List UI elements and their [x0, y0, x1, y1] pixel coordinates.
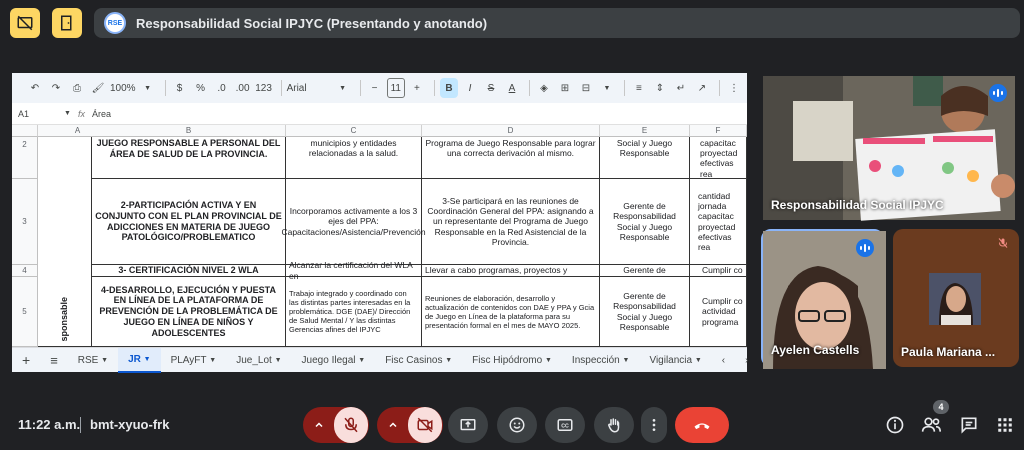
meeting-details-button[interactable]: [885, 415, 905, 440]
table-cell[interactable]: municipios y entidades relacionadas a la salud.: [286, 137, 422, 179]
participant-name: Responsabilidad Social IPJYC: [771, 198, 944, 212]
mic-off-icon: [997, 237, 1009, 252]
sheet-tab-inspeccion[interactable]: [562, 348, 640, 373]
font-size-input[interactable]: 11: [387, 78, 405, 98]
table-cell[interactable]: 4-DESARROLLO, EJECUCIÓN Y PUESTA EN LÍNEA DE LA PLATAFORMA DE PREVENCIÓN DE LA PROBLEMÁTICA DE JUEGO EN LÍNEA DE NIÑOS Y ADOLESCENTES: [92, 277, 286, 347]
redo-icon[interactable]: ↷: [51, 82, 61, 94]
table-cell[interactable]: capacitac proyectad efectivas rea: [690, 137, 747, 179]
chevron-up-icon: [387, 419, 399, 431]
table-cell[interactable]: Gerente de Responsabilidad Social y Juego Responsable: [600, 179, 690, 265]
hand-icon: [605, 416, 623, 434]
stop-presenting-button[interactable]: [10, 8, 40, 38]
row-header[interactable]: 3: [12, 179, 38, 265]
info-icon: [885, 415, 905, 435]
font-size-increase[interactable]: +: [414, 82, 420, 94]
table-cell[interactable]: Llevar a cabo programas, proyectos y: [422, 265, 600, 277]
percent-button[interactable]: %: [196, 82, 206, 94]
add-sheet-icon[interactable]: +: [22, 352, 31, 368]
participant-name: Paula Mariana ...: [901, 345, 996, 359]
tab-label: Jue_Lot: [236, 354, 272, 366]
emoji-icon: [508, 416, 526, 434]
meeting-title: Responsabilidad Social IPJYC (Presentando y anotando): [136, 15, 488, 31]
apps-grid-icon: [996, 416, 1014, 434]
text-color-button[interactable]: A: [508, 82, 516, 94]
sheet-tabs-bar: [12, 347, 747, 372]
corner-cell[interactable]: [12, 125, 38, 137]
table-cell[interactable]: Incorporamos activamente a los 3 ejes del PPA: Capacitaciones/Asistencia/Prevención: [286, 179, 422, 265]
sheet-tab-rse[interactable]: [68, 348, 118, 373]
bold-button[interactable]: B: [440, 78, 458, 98]
tab-label: Inspección: [571, 354, 620, 366]
more-options-icon[interactable]: ⋮: [728, 82, 739, 94]
speaking-indicator-icon: [989, 84, 1007, 102]
scroll-left-icon[interactable]: ‹: [721, 354, 726, 366]
chevron-down-icon: ▼: [209, 356, 217, 364]
table-cell[interactable]: Gerente de: [600, 265, 690, 277]
column-header-b[interactable]: B: [92, 125, 286, 137]
sheet-tab-jue-lot[interactable]: [226, 348, 291, 373]
align-vertical-icon[interactable]: ⇕: [655, 82, 665, 94]
more-vert-icon: [646, 417, 662, 433]
column-header-d[interactable]: D: [422, 125, 600, 137]
fullscreen-button[interactable]: [52, 8, 82, 38]
table-cell[interactable]: Trabajo integrado y coordinado con las distintas partes interesadas en la problemática. DGE (DAE)/ Dirección de Salud Mental / Y las distintas Gerencias afines del IPJYC: [286, 277, 422, 347]
meeting-code[interactable]: bmt-xyuo-frk: [90, 417, 170, 432]
captions-icon: [556, 416, 574, 434]
column-header-f[interactable]: F: [690, 125, 747, 137]
table-cell[interactable]: Reuniones de elaboración, desarrollo y actualización de contenidos con DAE y PPA y Gcia de Juego en Línea de la plataforma para su presentación formal en el mes de MAYO 2025.: [422, 277, 600, 347]
chevron-down-icon: ▼: [144, 84, 152, 92]
tab-label: Vigilancia: [649, 354, 693, 366]
divider: [529, 80, 530, 96]
participant-tile-paula[interactable]: [893, 229, 1019, 367]
divider: [281, 80, 282, 96]
chevron-down-icon: ▼: [603, 84, 611, 92]
tab-label: RSE: [77, 354, 99, 366]
camera-group: [377, 407, 443, 443]
fx-icon: fx: [78, 108, 86, 119]
sheet-tab-fisc-casinos[interactable]: [375, 348, 462, 373]
text-wrap-icon[interactable]: ↵: [676, 82, 686, 94]
tab-label: JR: [128, 353, 141, 365]
mic-options-button[interactable]: [304, 419, 334, 431]
sheet-toolbar: [12, 73, 747, 103]
mic-off-icon: [342, 416, 360, 434]
more-options-button[interactable]: [641, 407, 667, 443]
zoom-select[interactable]: 100%: [110, 82, 136, 94]
divider: [80, 417, 81, 433]
chevron-down-icon: ▼: [694, 356, 702, 364]
scroll-right-icon[interactable]: ›: [745, 354, 749, 366]
table-cell[interactable]: cantidad jornada capacitac proyectad efectivas rea: [690, 179, 747, 265]
italic-button[interactable]: I: [468, 82, 472, 94]
table-cell[interactable]: 2-PARTICIPACIÓN ACTIVA Y EN CONJUNTO CON EL PLAN PROVINCIAL DE ADICCIONES EN MATERIA DE JUEGO PATOLÓGICO/PROBLEMATICO: [92, 179, 286, 265]
table-cell[interactable]: Social y Juego Responsable: [600, 137, 690, 179]
chevron-down-icon: ▼: [544, 356, 552, 364]
tab-label: Juego Ilegal: [301, 354, 356, 366]
table-cell[interactable]: Gerente de Responsabilidad Social y Juego Responsable: [600, 277, 690, 347]
rse-logo: RSE: [104, 12, 126, 34]
row-header[interactable]: 2: [12, 137, 38, 179]
door-icon: [58, 14, 76, 32]
raise-hand-button[interactable]: [594, 407, 634, 443]
chevron-down-icon: ▼: [339, 84, 347, 92]
sheet-tab-playft[interactable]: [161, 348, 227, 373]
people-icon: [920, 415, 942, 435]
increase-decimal-button[interactable]: .00: [235, 82, 250, 94]
camera-off-icon: [416, 416, 434, 434]
reactions-button[interactable]: [497, 407, 537, 443]
align-horizontal-icon[interactable]: ≡: [636, 82, 642, 94]
participants-count-badge: 4: [933, 400, 949, 414]
mic-toggle-button[interactable]: [334, 407, 368, 443]
shared-spreadsheet[interactable]: [12, 73, 747, 372]
text-rotate-icon[interactable]: ↗: [697, 82, 707, 94]
divider: [624, 80, 625, 96]
chat-icon: [959, 415, 979, 435]
avatar: [929, 273, 981, 325]
chat-button[interactable]: [959, 415, 979, 440]
column-header-c[interactable]: C: [286, 125, 422, 137]
divider: [434, 80, 435, 96]
sheet-tab-vigilancia[interactable]: [639, 348, 711, 373]
table-cell[interactable]: JUEGO RESPONSABLE A PERSONAL DEL ÁREA DE SALUD DE LA PROVINCIA.: [92, 137, 286, 179]
chevron-down-icon: ▼: [274, 356, 282, 364]
strikethrough-button[interactable]: S: [487, 82, 495, 94]
formula-bar: [12, 103, 747, 125]
font-size-decrease[interactable]: −: [371, 82, 378, 94]
svg-text:CC: CC: [561, 423, 569, 430]
formula-input[interactable]: Área: [92, 108, 112, 119]
currency-button[interactable]: $: [176, 82, 183, 94]
all-sheets-icon[interactable]: ≡: [50, 352, 58, 368]
font-select[interactable]: Arial: [286, 82, 307, 94]
participant-name: Ayelen Castells: [771, 343, 860, 357]
paint-format-icon[interactable]: 🖌: [91, 82, 105, 94]
fill-color-icon[interactable]: ◈: [540, 82, 548, 94]
chevron-down-icon: ▼: [445, 356, 453, 364]
column-a-merged-cell[interactable]: [38, 137, 92, 347]
borders-icon[interactable]: ⊞: [560, 82, 570, 94]
meeting-time: 11:22 a.m.: [18, 417, 81, 432]
divider: [165, 80, 166, 96]
tab-label: PLAyFT: [170, 354, 207, 366]
present-button[interactable]: [448, 407, 488, 443]
speaking-indicator-icon: [856, 239, 874, 257]
sheet-grid[interactable]: [12, 125, 747, 347]
present-screen-icon: [459, 416, 477, 434]
camera-toggle-button[interactable]: [408, 407, 442, 443]
camera-options-button[interactable]: [378, 419, 408, 431]
participants-button[interactable]: [920, 415, 942, 440]
chevron-down-icon: ▼: [358, 356, 366, 364]
table-cell[interactable]: Cumplir co: [690, 265, 747, 277]
column-header-a[interactable]: A: [38, 125, 118, 137]
print-icon[interactable]: ⎙: [73, 82, 81, 94]
participant-tile-presenter[interactable]: [763, 76, 1015, 220]
cell-reference[interactable]: A1: [18, 108, 30, 119]
chevron-down-icon: ▼: [101, 356, 109, 364]
tab-label: Fisc Hipódromo: [472, 354, 543, 366]
present-off-icon: [16, 14, 34, 32]
table-cell[interactable]: Cumplir co actividad programa: [690, 277, 747, 347]
sheet-tab-fisc-hipodromo[interactable]: [462, 348, 562, 373]
avatar-photo: [929, 273, 981, 325]
area-label: sponsable: [59, 297, 70, 342]
table-cell[interactable]: 3- CERTIFICACIÓN NIVEL 2 WLA: [92, 265, 286, 277]
leave-call-button[interactable]: [675, 407, 729, 443]
mic-group: [303, 407, 369, 443]
chevron-down-icon: ▼: [64, 110, 71, 117]
table-cell[interactable]: Alcanzar la certificación del WLA en: [286, 265, 422, 277]
decrease-decimal-button[interactable]: .0: [217, 82, 226, 94]
row-header[interactable]: 4: [12, 265, 38, 277]
table-cell[interactable]: 3-Se participará en las reuniones de Coordinación General del PPA: asignando a un representante del Programa de Juego Responsable en la Red Asistencial de la Provincia.: [422, 179, 600, 265]
meeting-title-bar: [94, 8, 1020, 38]
tab-label: Fisc Casinos: [385, 354, 443, 366]
table-cell[interactable]: Programa de Juego Responsable para lograr una correcta derivación al mismo.: [422, 137, 600, 179]
column-header-e[interactable]: E: [600, 125, 690, 137]
end-call-icon: [692, 415, 712, 435]
captions-button[interactable]: [545, 407, 585, 443]
divider: [360, 80, 361, 96]
divider: [719, 80, 720, 96]
participant-tile-ayelen[interactable]: [761, 229, 884, 367]
sheet-tab-jr[interactable]: [118, 348, 161, 373]
number-format-button[interactable]: 123: [255, 82, 272, 94]
sheet-tab-juego-ilegal[interactable]: [292, 348, 376, 373]
chevron-down-icon: ▼: [143, 355, 151, 363]
activities-button[interactable]: [996, 416, 1014, 439]
chevron-down-icon: ▼: [622, 356, 630, 364]
undo-icon[interactable]: ↶: [30, 82, 40, 94]
row-header[interactable]: 5: [12, 277, 38, 347]
merge-icon[interactable]: ⊟: [581, 82, 591, 94]
chevron-up-icon: [313, 419, 325, 431]
